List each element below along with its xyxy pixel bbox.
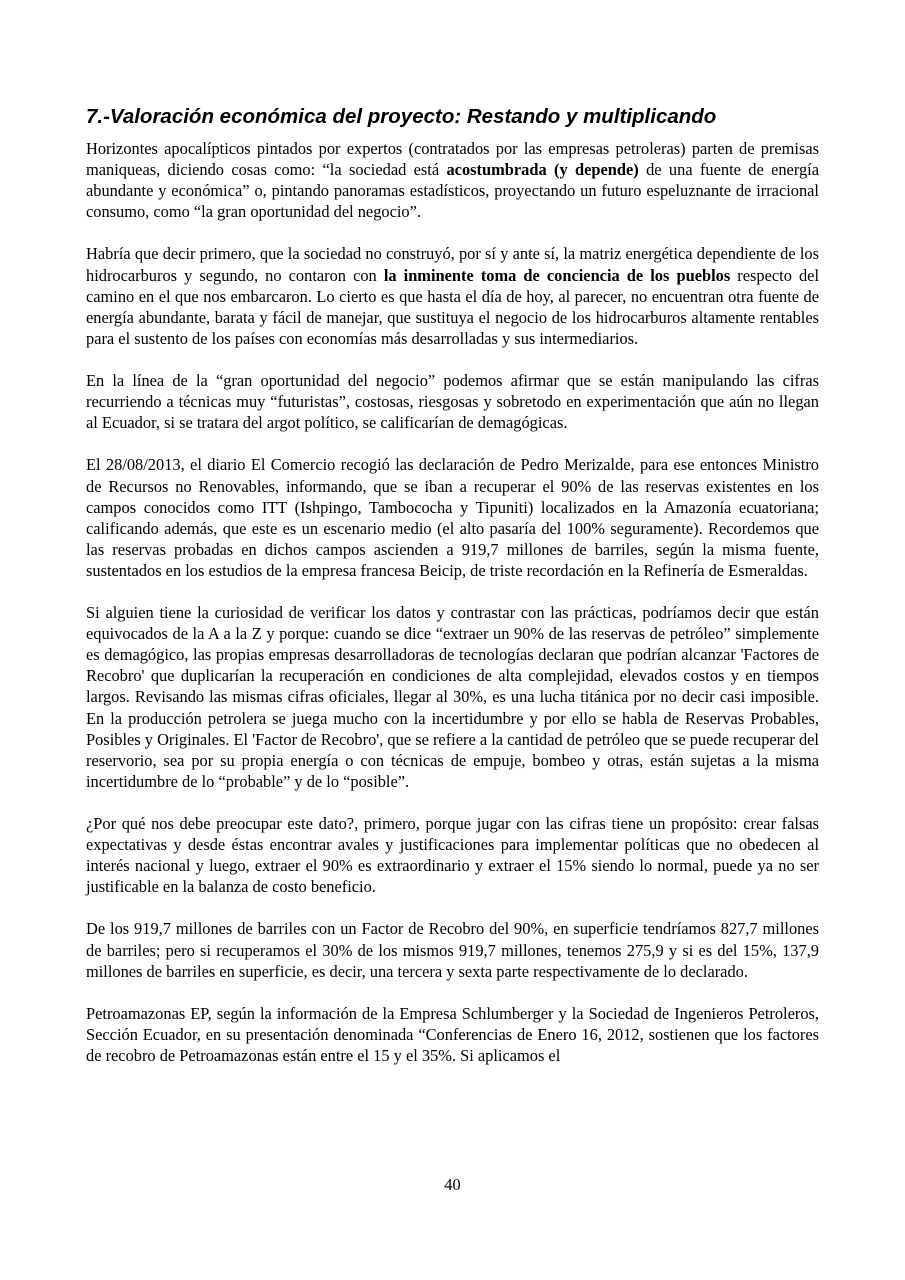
paragraph-3 [86,370,819,433]
paragraph-text: El 28/08/2013, el diario El Comercio recogió las declaración de Pedro Merizalde, para ese entonces Ministro de Recursos no Renovables, informando, que se iban a recuperar el 90% de las reservas existentes en los campos conocidos como ITT (Ishpingo, Tambococha y Tipuniti) localizados en la Amazonía ecuatoriana; calificando además, que este es un escenario medio (el alto pasaría del 100% seguramente). Recordemos que las reservas probadas en dichos campos ascienden a 919,7 millones de barriles, según la misma fuente, sustentados en los estudios de la empresa francesa Beicip, de triste recordación en la Refinería de Esmeraldas. [86,455,819,580]
paragraph-6 [86,813,819,897]
bold-phrase: acostumbrada (y depende) [446,160,639,180]
paragraph-text: De los 919,7 millones de barriles con un Factor de Recobro del 90%, en superficie tendríamos 827,7 millones de barriles; pero si recuperamos el 30% de los mismos 919,7 millones, tenemos 275,9 y si es del 15%, 137,9 millones de barriles en superficie, es decir, una tercera y sexta parte respectivamente de lo declarado. [86,919,819,981]
paragraph-2 [86,243,819,348]
paragraph-text: ¿Por qué nos debe preocupar este dato?, primero, porque jugar con las cifras tiene un propósito: crear falsas expectativas y desde éstas encontrar avales y justificaciones para implementar políticas que no obedecen al interés nacional y luego, extraer el 90% es extraordinario y extraer el 15% siendo lo normal, puede ya no ser justificable en la balanza de costo beneficio. [86,814,819,897]
paragraph-text: respecto del camino en el que nos embarcaron. Lo cierto es que hasta el día de hoy, al parecer, no encuentran otra fuente de energía abundante, barata y fácil de manejar, que sustituya el negocio de los hidrocarburos altamente rentables para el sustento de los países con economías más desarrolladas y sus intermediarios. [86,265,820,348]
paragraph-text: de una fuente de energía abundante y económica” o, pintando panoramas estadísticos, proyectando un futuro espeluznante de irracional consumo, como “la gran oportunidad del negocio”. [86,160,820,222]
section-heading: 7.-Valoración económica del proyecto: Restando y multiplicando [86,105,717,128]
paragraph-text: Si alguien tiene la curiosidad de verificar los datos y contrastar con las prácticas, podríamos decir que están equivocados de la A a la Z y porque: cuando se dice “extraer un 90% de las reservas de petróleo” simplemente es demagógico, las propias empresas desarrolladoras de tecnologías declaran que podrían alcanzar 'Factores de Recobro' que duplicarían la recuperación en condiciones de alta complejidad, elevados costos y en tiempos largos. Revisando las mismas cifras oficiales, llegar al 30%, es una lucha titánica por no decir casi imposible. En la producción petrolera se juega mucho con la incertidumbre y por ello se habla de Reservas Probables, Posibles y Originales. El 'Factor de Recobro', que se refiere a la cantidad de petróleo que se puede recuperar del reservorio, sea por su propia energía o con técnicas de empuje, bombeo y otras, están sujetas a la misma incertidumbre de lo “probable” y de lo “posible”. [86,603,819,791]
paragraph-text: En la línea de la “gran oportunidad del negocio” podemos afirmar que se están manipulando las cifras recurriendo a técnicas muy “futuristas”, costosas, riesgosas y sobretodo en experimentación que aún no llegan al Ecuador, si se tratara del argot político, se calificarían de demagógicas. [86,371,819,433]
paragraph-text: Horizontes apocalípticos pintados por expertos (contratados por las empresas petroleras) parten de premisas maniqueas, diciendo cosas como: “la sociedad está [86,139,819,180]
paragraph-text: Petroamazonas EP, según la información de la Empresa Schlumberger y la Sociedad de Ingenieros Petroleros, Sección Ecuador, en su presentación denominada “Conferencias de Enero 16, 2012, sostienen que los factores de recobro de Petroamazonas están entre el 15 y el 35%. Si aplicamos el [86,1003,819,1066]
paragraph-5 [86,602,819,792]
paragraph-7 [86,918,819,981]
paragraph-8 [86,1003,819,1066]
paragraph-4 [86,454,819,581]
paragraph-1 [86,138,819,222]
page-content [86,104,819,1087]
page-number: 40 [444,1175,461,1194]
paragraph-text: Habría que decir primero, que la sociedad no construyó, por sí y ante sí, la matriz energética dependiente de los hidrocarburos y segundo, no contaron con [86,244,819,285]
bold-phrase: la inminente toma de conciencia de los pueblos [383,265,731,285]
